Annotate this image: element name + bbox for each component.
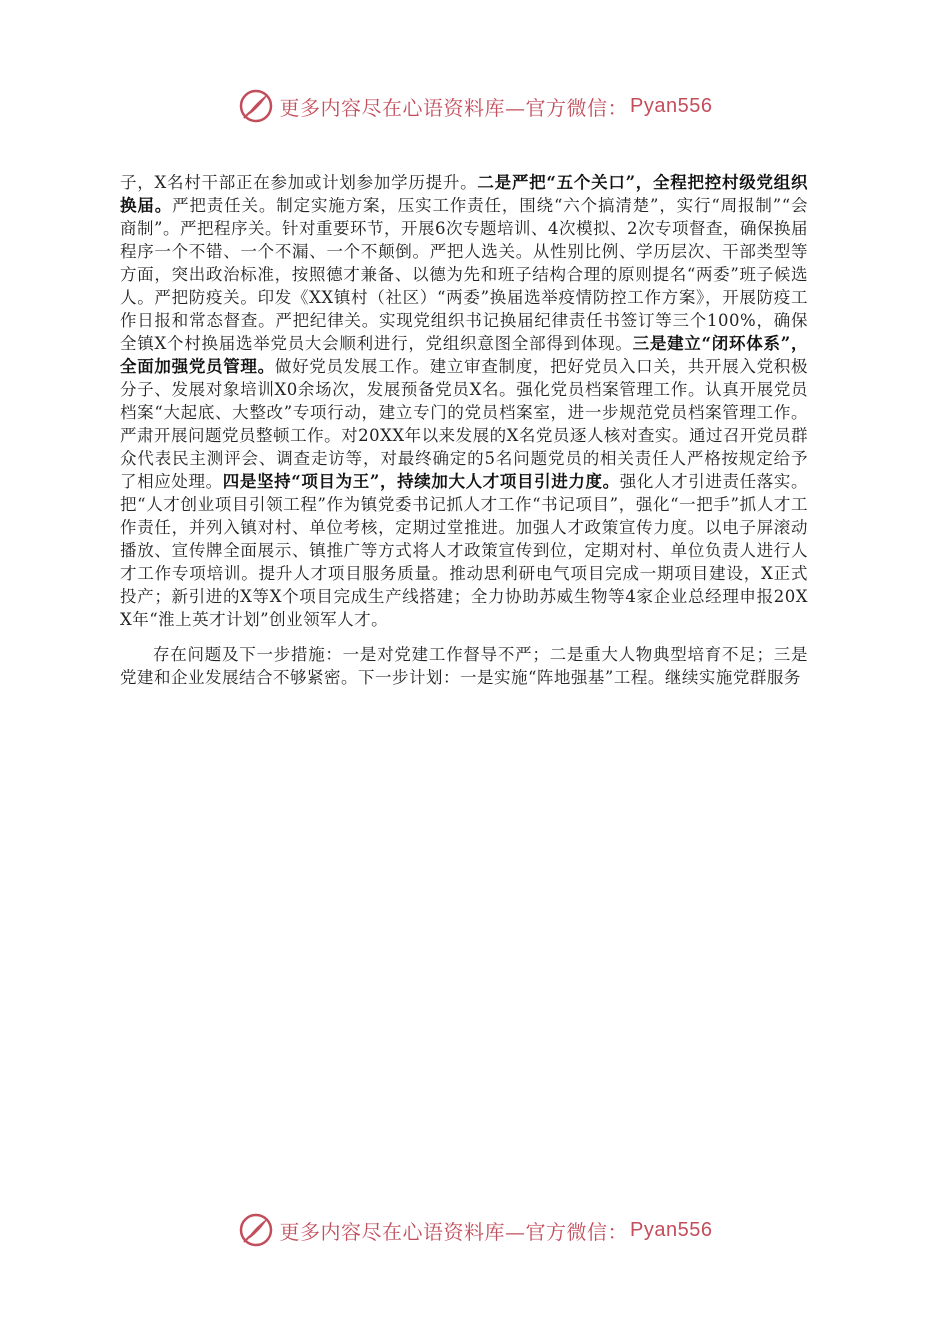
footer-watermark-banner <box>0 1210 950 1250</box>
header-wechat-id: Pyan556 <box>630 94 713 117</box>
header-watermark-banner <box>0 86 950 126</box>
body-paragraph-1 <box>120 171 808 631</box>
paragraph-text: 子，X名村干部正在参加或计划参加学历提升。 <box>120 173 478 192</box>
header-banner-text: 更多内容尽在心语资料库—官方微信： <box>279 95 629 120</box>
section-heading: 二是严把“五个关口”，全程把控村级党组织换届。 <box>120 173 808 215</box>
document-body <box>120 171 808 689</box>
section-heading: 三是建立“闭环体系”，全面加强党员管理。 <box>120 334 809 376</box>
footer-wechat-id: Pyan556 <box>630 1218 713 1241</box>
section-heading: 四是坚持“项目为王”，持续加大人才项目引进力度。 <box>222 472 620 491</box>
body-paragraph-2: 存在问题及下一步措施：一是对党建工作督导不严；二是重大人物典型培育不足；三是党建和企业发展结合不够紧密。下一步计划：一是实施“阵地强基”工程。继续实施党群服务 <box>120 645 808 687</box>
quill-logo-icon <box>238 88 274 124</box>
paragraph-text: 做好党员发展工作。建立审查制度，把好党员入口关，共开展入党积极分子、发展对象培训X0余场次，发展预备党员X名。强化党员档案管理工作。认真开展党员档案“大起底、大整改”专项行动，建立专门的党员档案室，进一步规范党员档案管理工作。严肃开展问题党员整顿工作。对20XX年以来发展的X名党员逐人核对查实。通过召开党员群众代表民主测评会、调查走访等，对最终确定的5名问题党员的相关责任人严格按规定给予了相应处理。 <box>120 357 809 491</box>
paragraph-text: 强化人才引进责任落实。把“人才创业项目引领工程”作为镇党委书记抓人才工作“书记项目”，强化“一把手”抓人才工作责任，并列入镇对村、单位考核，定期过堂推进。加强人才政策宣传力度。以电子屏滚动播放、宣传牌全面展示、镇推广等方式将人才政策宣传到位，定期对村、单位负责人进行人才工作专项培训。提升人才项目服务质量。推动思利研电气项目完成一期项目建设，X正式投产；新引进的X等X个项目完成生产线搭建；全力协助苏威生物等4家企业总经理申报20XX年“淮上英才计划”创业领军人才。 <box>120 472 809 629</box>
quill-logo-icon <box>238 1212 274 1248</box>
footer-banner-text: 更多内容尽在心语资料库—官方微信： <box>279 1219 629 1244</box>
paragraph-text: 严把责任关。制定实施方案，压实工作责任，围绕“六个搞清楚”，实行“周报制”“会商制”。严把程序关。针对重要环节，开展6次专题培训、4次模拟、2次专项督查，确保换届程序一个不错、一个不漏、一个不颠倒。严把人选关。从性别比例、学历层次、干部类型等方面，突出政治标准，按照德才兼备、以德为先和班子结构合理的原则提名“两委”班子候选人。严把防疫关。印发《XX镇村（社区）“两委”换届选举疫情防控工作方案》，开展防疫工作日报和常态督查。严把纪律关。实现党组织书记换届纪律责任书签订等三个100%，确保全镇X个村换届选举党员大会顺利进行，党组织意图全部得到体现。 <box>120 196 808 353</box>
